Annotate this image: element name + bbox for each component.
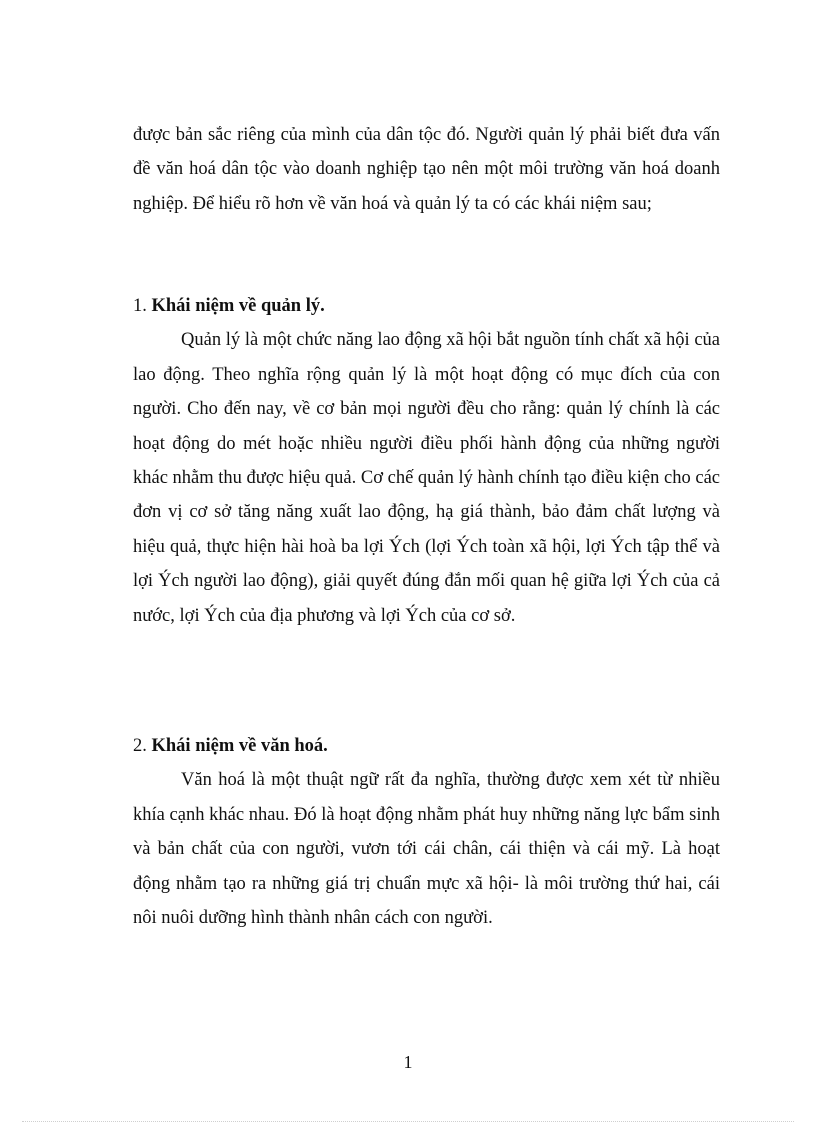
intro-text: được bản sắc riêng của mình của dân tộc đó. Người quản lý phải biết đưa vấn đề văn hoá dân tộc vào doanh nghiệp tạo nên một môi trường văn hoá doanh nghiệp. Để hiểu rõ hơn về văn hoá và quản lý ta có các khái niệm sau; bbox=[133, 125, 720, 214]
section-paragraph: Văn hoá là một thuật ngữ rất đa nghĩa, thường được xem xét từ nhiều khía cạnh khác nhau. Đó là hoạt động nhằm phát huy những năng lực bẩm sinh và bản chất của con người, vươn tới cái chân, cái thiện và cái mỹ. Là hoạt động nhằm tạo ra những giá trị chuẩn mực xã hội- là môi trường thứ hai, cái nôi nuôi dưỡng hình thành nhân cách con người. bbox=[133, 770, 720, 929]
section-heading bbox=[133, 289, 720, 323]
section-van-hoa bbox=[133, 729, 720, 935]
section-title: Khái niệm về quản lý. bbox=[151, 296, 325, 316]
section-paragraph: Quản lý là một chức năng lao động xã hội bắt nguồn tính chất xã hội của lao động. Theo nghĩa rộng quản lý là một hoạt động có mục đích của con người. Cho đến nay, về cơ bản mọi người đều cho rằng: quản lý chính là các hoạt động do mét hoặc nhiều người điều phối hành động của những người khác nhằm thu được hiệu quả. Cơ chế quản lý hành chính tạo điều kiện cho các đơn vị cơ sở tăng năng xuất lao động, hạ giá thành, bảo đảm chất lượng và hiệu quả, thực hiện hài hoà ba lợi Ých (lợi Ých toàn xã hội, lợi Ých tập thể và lợi Ých người lao động), giải quyết đúng đắn mối quan hệ giữa lợi Ých của cả nước, lợi Ých của địa phương và lợi Ých của cơ sở. bbox=[133, 330, 720, 626]
intro-paragraph bbox=[133, 118, 720, 221]
page-number: 1 bbox=[403, 1052, 413, 1072]
page-bottom-divider bbox=[22, 1121, 794, 1122]
section-title: Khái niệm về văn hoá. bbox=[151, 736, 328, 756]
section-number: 2. bbox=[133, 736, 147, 756]
section-heading bbox=[133, 729, 720, 763]
section-quan-ly bbox=[133, 289, 720, 633]
section-number: 1. bbox=[133, 296, 147, 316]
